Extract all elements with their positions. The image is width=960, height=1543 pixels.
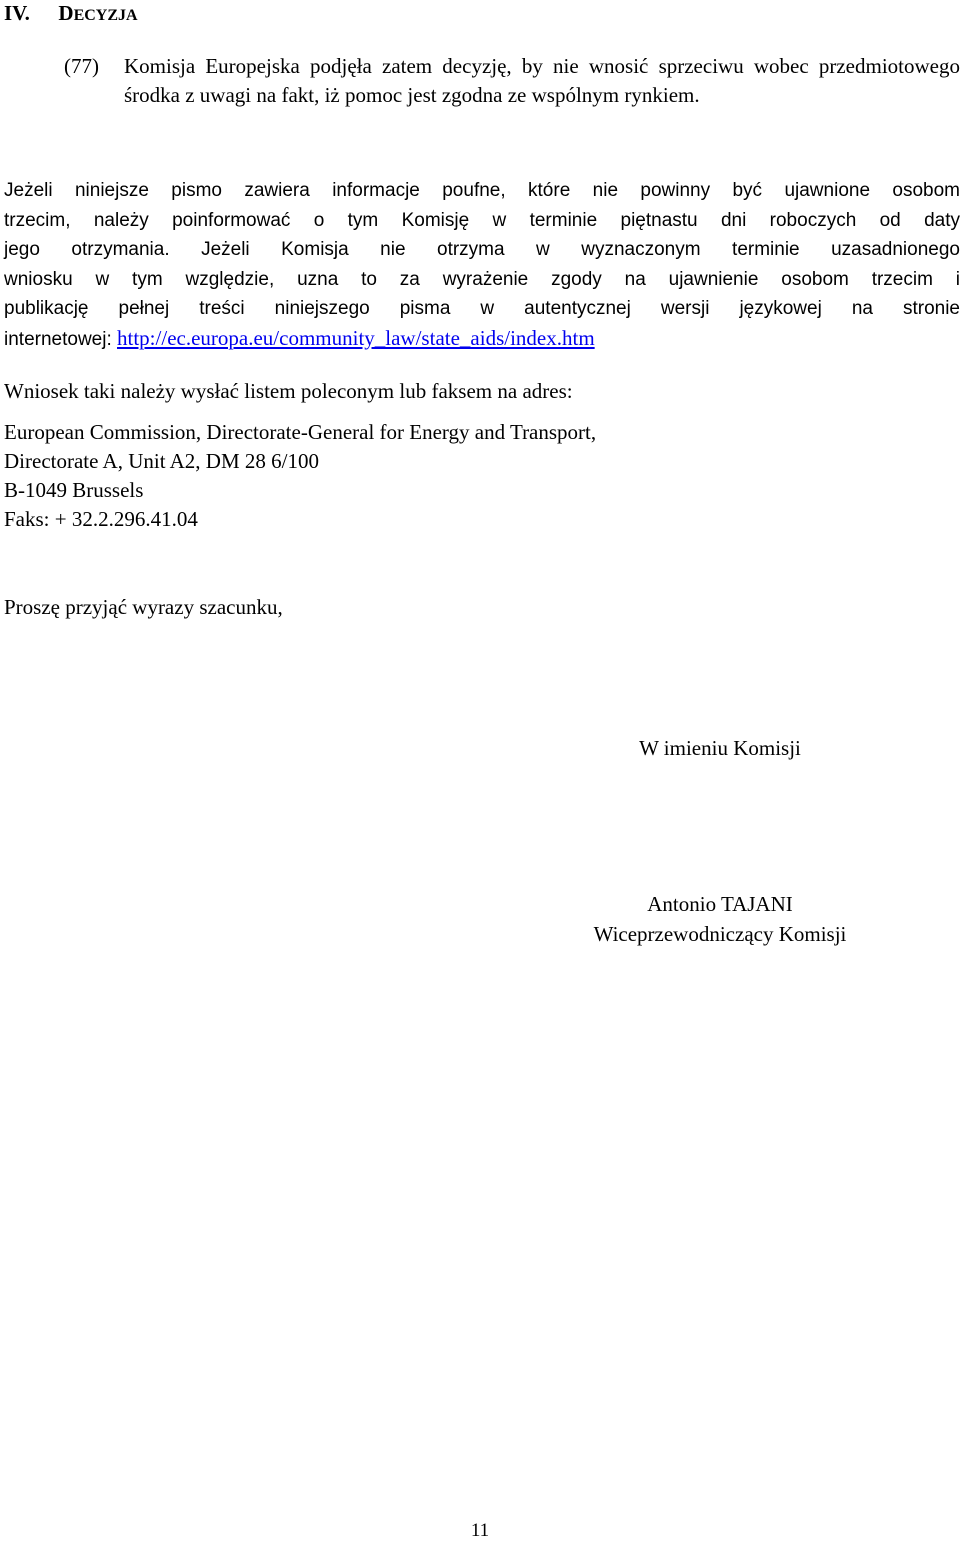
address-line-2: Directorate A, Unit A2, DM 28 6/100 — [4, 449, 319, 473]
address-block — [4, 418, 596, 534]
request-line: Wniosek taki należy wysłać listem poleconym lub faksem na adres: — [4, 379, 573, 403]
confidentiality-last-line: internetowej: http://ec.europa.eu/community_law/state_aids/index.htm — [4, 325, 595, 350]
section-title: DECYZJA — [58, 1, 138, 25]
signature-block — [560, 889, 880, 949]
confidentiality-paragraph — [4, 176, 960, 354]
closing-line: Proszę przyjąć wyrazy szacunku, — [4, 595, 283, 619]
section-heading — [4, 0, 138, 29]
paragraph-number: (77) — [64, 54, 99, 78]
paragraph-text: Komisja Europejska podjęła zatem decyzję, by nie wnosić sprzeciwu wobec przedmiotowego środka z uwagi na fakt, iż pomoc jest zgodna ze wspólnym rynkiem. — [124, 54, 960, 107]
confidentiality-line: wniosku w tym względzie, uzna to za wyrażenie zgody na ujawnienie osobom trzecim i — [4, 268, 960, 290]
section-numeral: IV. — [4, 1, 30, 25]
on-behalf-line: W imieniu Komisji — [639, 736, 801, 760]
confidentiality-line: publikację pełnej treści niniejszego pisma w autentycznej wersji językowej na stronie — [4, 298, 960, 319]
address-line-1: European Commission, Directorate-General for Energy and Transport, — [4, 420, 597, 444]
address-line-3: B-1049 Brussels — [4, 478, 144, 502]
numbered-paragraph-77 — [64, 52, 960, 110]
page-number: 11 — [470, 1520, 490, 1541]
signatory-title: Wiceprzewodniczący Komisji — [593, 922, 847, 946]
signatory-name: Antonio TAJANI — [647, 892, 793, 916]
state-aids-link[interactable]: http://ec.europa.eu/community_law/state_aids/index.htm — [117, 325, 595, 350]
confidentiality-line: jego otrzymania. Jeżeli Komisja nie otrzyma w wyznaczonym terminie uzasadnionego — [4, 239, 960, 260]
fax-number: Faks: + 32.2.296.41.04 — [4, 507, 198, 531]
confidentiality-line: trzecim, należy poinformować o tym Komisję w terminie piętnastu dni roboczych od daty — [4, 209, 960, 231]
confidentiality-line: Jeżeli niniejsze pismo zawiera informacje poufne, które nie powinny być ujawnione osobom — [4, 180, 960, 201]
